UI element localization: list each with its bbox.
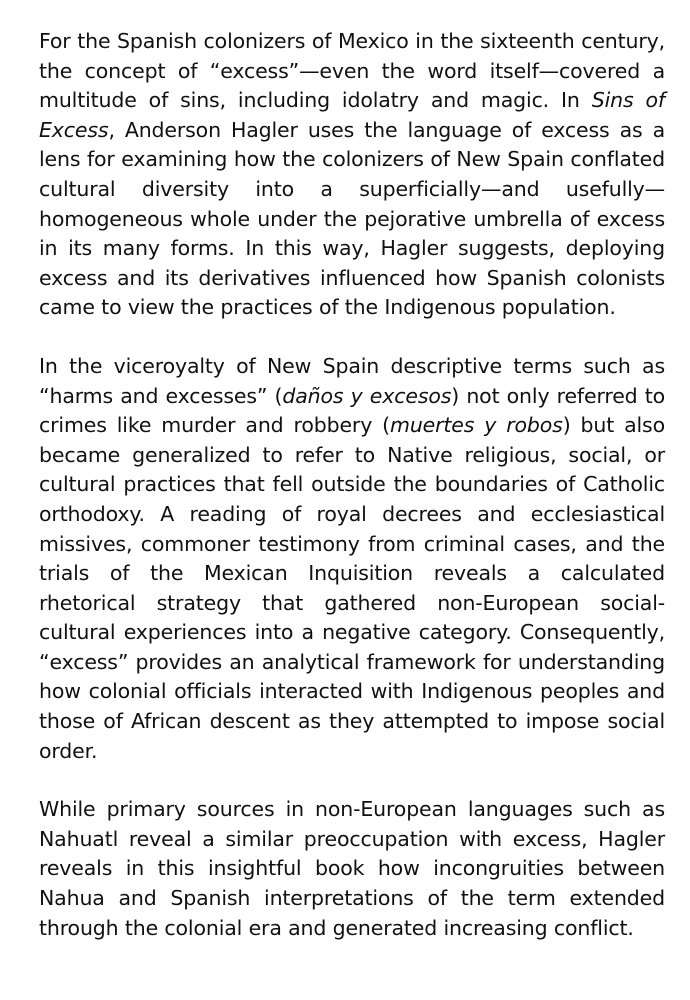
text-run: While primary sources in non-European languages such as Nahuatl reveal a similar preoccupation with excess, Hagler reveals in this insightful book how incongruities between Nahua and Spanish interpretations of the term extended through the colonial era and generated increasing conflict. [39,797,665,940]
paragraph-nahuatl [39,795,665,943]
book-title: Sins of Excess [39,88,665,142]
text-run: ) but also became generalized to refer to Native religious, social, or cultural practices that fell outside the boundaries of Catholic orthodoxy. A reading of royal decrees and ecclesiastical missives, commoner testimony from criminal cases, and the trials of the Mexican Inquisition reveals a calculated rhetorical strategy that gathered non-European social-cultural experiences into a negative category. Consequently, “excess” provides an analytical framework for understanding how colonial officials interacted with Indigenous peoples and those of African descent as they attempted to impose social order. [39,413,665,763]
document-body [39,27,665,943]
text-run: , Anderson Hagler uses the language of excess as a lens for examining how the colonizers of New Spain conflated cultural diversity into a superficially—and usefully—homogeneous whole under the pejorative umbrella of excess in its many forms. In this way, Hagler suggests, deploying excess and its derivatives influenced how Spanish colonists came to view the practices of the Indigenous population. [39,117,665,320]
text-run: For the Spanish colonizers of Mexico in the sixteenth century, the concept of “excess”—even the word itself—covered a multitude of sins, including idolatry and magic. In [39,29,665,113]
paragraph-viceroyalty [39,352,665,766]
spanish-term: muertes y robos [390,413,563,438]
paragraph-intro [39,27,665,323]
text-run: ) not only referred to crimes like murder and robbery ( [39,383,665,438]
spanish-term: daños y excesos [282,383,452,408]
text-run: In the viceroyalty of New Spain descriptive terms such as “harms and excesses” ( [39,353,665,408]
